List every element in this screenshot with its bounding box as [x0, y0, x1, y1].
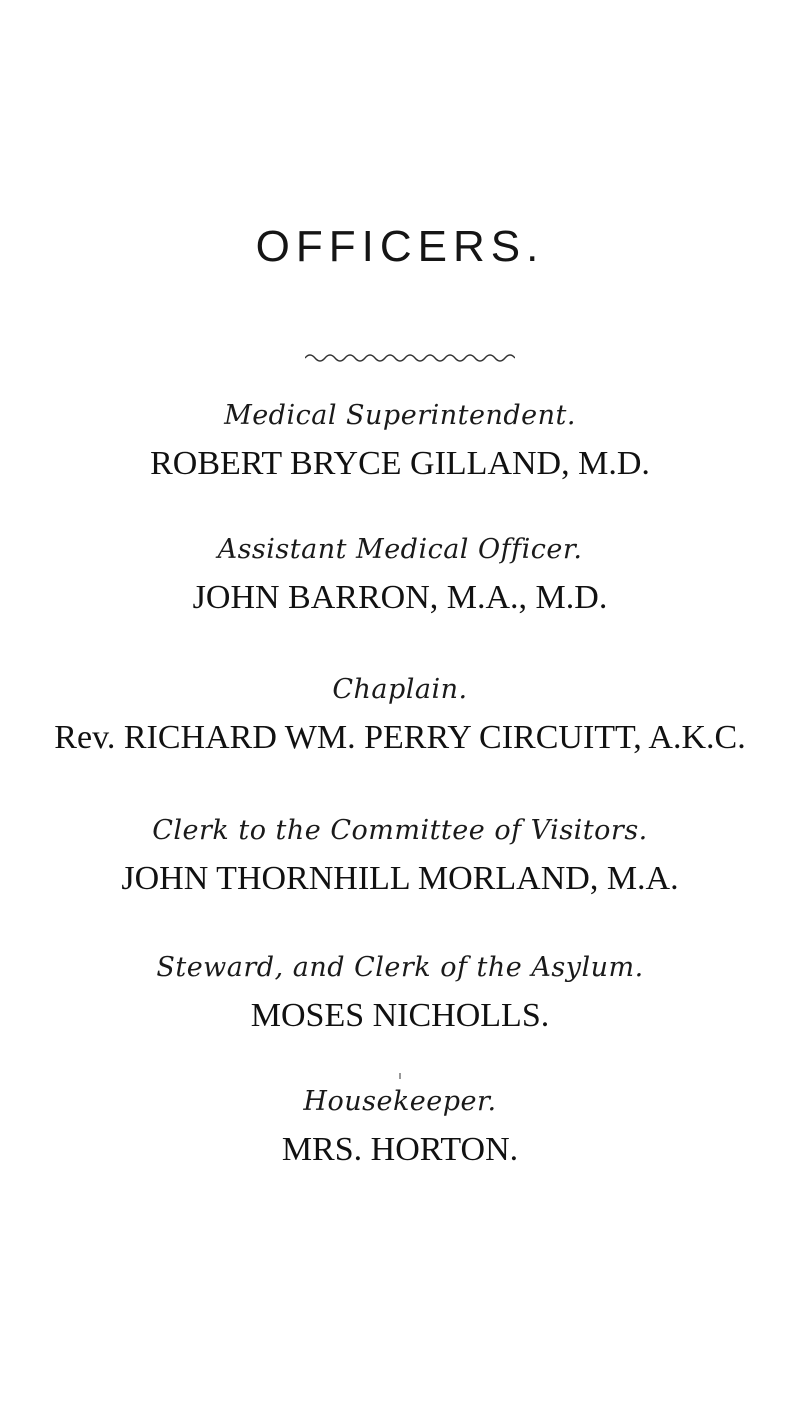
- officer-name-row: [0, 719, 800, 757]
- officer-entry: [0, 952, 800, 1035]
- officer-name: JOHN THORNHILL MORLAND, M.A.: [121, 860, 679, 897]
- officer-prefix: Rev.: [54, 719, 116, 756]
- office-title: Assistant Medical Officer.: [217, 534, 583, 565]
- wavy-rule-ornament: [305, 352, 515, 364]
- officer-entry: [0, 674, 800, 757]
- office-title: Medical Superintendent.: [224, 400, 576, 431]
- officer-name: MOSES NICHOLLS.: [250, 997, 550, 1034]
- office-title: Steward, and Clerk of the Asylum.: [156, 952, 644, 983]
- officer-name: MRS. HORTON.: [281, 1131, 519, 1168]
- officer-entry: [0, 815, 800, 898]
- page-title: OFFICERS.: [255, 222, 545, 271]
- officer-name: JOHN BARRON, M.A., M.D.: [192, 579, 608, 616]
- paper-speck: [399, 1073, 401, 1079]
- officer-entry: [0, 534, 800, 617]
- office-title: Clerk to the Committee of Visitors.: [152, 815, 648, 846]
- officer-entry: [0, 1086, 800, 1169]
- office-title: Housekeeper.: [303, 1086, 497, 1117]
- officer-entry: [0, 400, 800, 483]
- officer-name: ROBERT BRYCE GILLAND, M.D.: [150, 445, 650, 482]
- office-title: Chaplain.: [332, 674, 468, 705]
- officer-name: RICHARD WM. PERRY CIRCUITT, A.K.C.: [123, 719, 746, 756]
